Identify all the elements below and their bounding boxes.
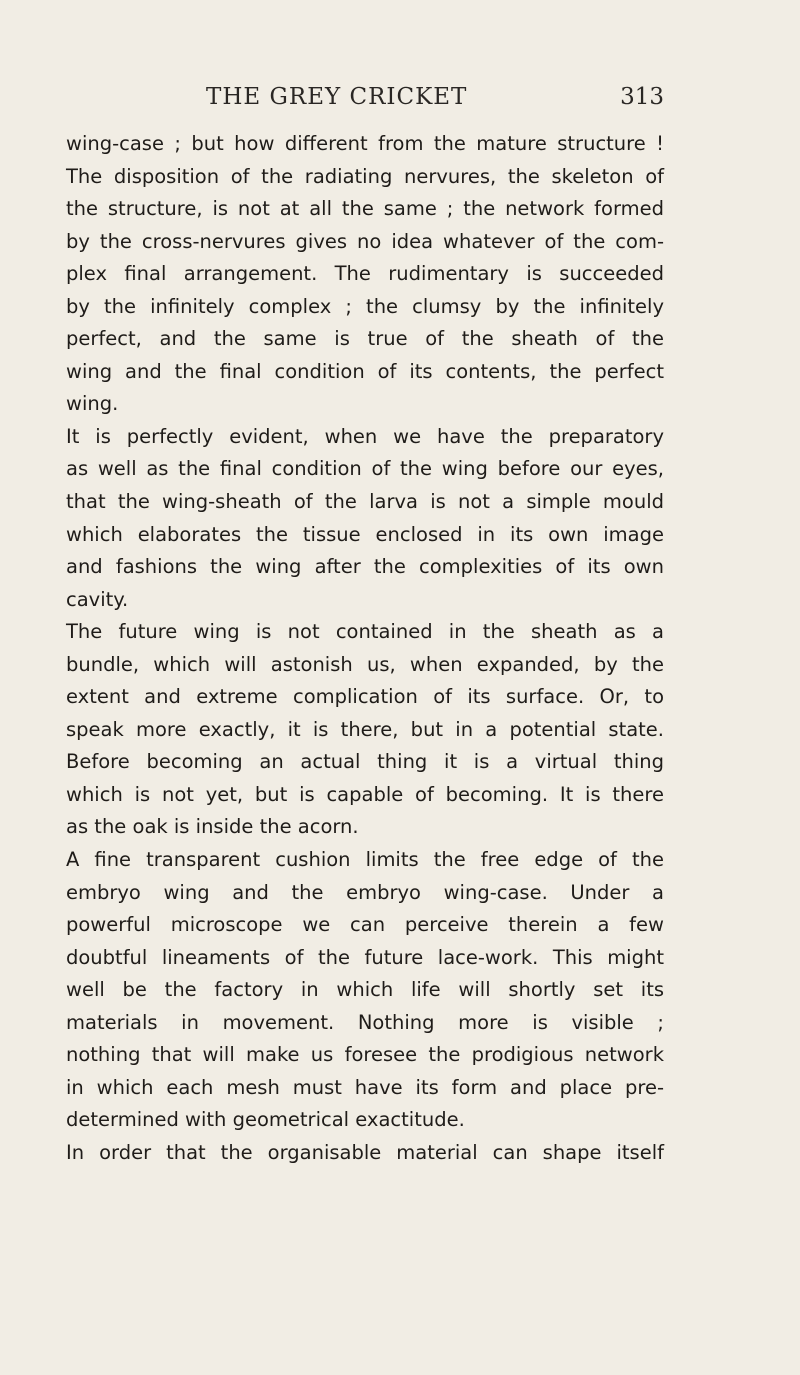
text-line: A fine transparent cushion limits the free edge of the — [66, 848, 664, 872]
text-line: powerful microscope we can perceive therein a few — [66, 913, 664, 937]
text-line: nothing that will make us foresee the prodigious network — [66, 1043, 664, 1067]
running-head: THE GREY CRICKET — [206, 84, 468, 110]
text-line: plex final arrangement. The rudimentary is succeeded — [66, 262, 664, 286]
text-line: which is not yet, but is capable of becoming. It is there — [66, 782, 664, 806]
text-line: in which each mesh must have its form and place pre- — [66, 1075, 664, 1099]
text-line: extent and extreme complication of its surface. Or, to — [66, 685, 664, 709]
text-line: and fashions the wing after the complexities of its own — [66, 555, 664, 579]
text-line: wing and the final condition of its contents, the perfect — [66, 359, 664, 383]
text-line: The future wing is not contained in the sheath as a — [66, 620, 664, 644]
text-line: The disposition of the radiating nervures, the skeleton of — [66, 164, 664, 188]
page-number: 313 — [620, 84, 664, 110]
text-line: wing. — [66, 392, 119, 416]
text-line: embryo wing and the embryo wing-case. Under a — [66, 880, 664, 904]
text-line: perfect, and the same is true of the sheath of the — [66, 327, 664, 351]
text-line: the structure, is not at all the same ; the network formed — [66, 197, 664, 221]
text-line: Before becoming an actual thing it is a virtual thing — [66, 750, 664, 774]
text-line: doubtful lineaments of the future lace-work. This might — [66, 945, 664, 969]
text-line: that the wing-sheath of the larva is not a simple mould — [66, 490, 664, 514]
body-text — [66, 128, 664, 1170]
text-line: materials in movement. Nothing more is visible ; — [66, 1010, 664, 1034]
text-line: which elaborates the tissue enclosed in its own image — [66, 522, 664, 546]
text-line: well be the factory in which life will shortly set its — [66, 978, 664, 1002]
text-line: speak more exactly, it is there, but in a potential state. — [66, 717, 664, 741]
text-line: by the infinitely complex ; the clumsy by the infinitely — [66, 294, 664, 318]
text-line: as the oak is inside the acorn. — [66, 815, 359, 839]
text-line: cavity. — [66, 587, 129, 611]
text-line: determined with geometrical exactitude. — [66, 1108, 465, 1132]
text-line: In order that the organisable material can shape itself — [66, 1140, 664, 1164]
text-line: wing-case ; but how different from the mature structure ! — [66, 132, 664, 155]
text-line: as well as the final condition of the wing before our eyes, — [66, 457, 664, 481]
text-line: It is perfectly evident, when we have the preparatory — [66, 424, 664, 448]
text-line: by the cross-nervures gives no idea whatever of the com- — [66, 229, 664, 253]
page-header — [66, 84, 664, 124]
text-line: bundle, which will astonish us, when expanded, by the — [66, 652, 664, 676]
